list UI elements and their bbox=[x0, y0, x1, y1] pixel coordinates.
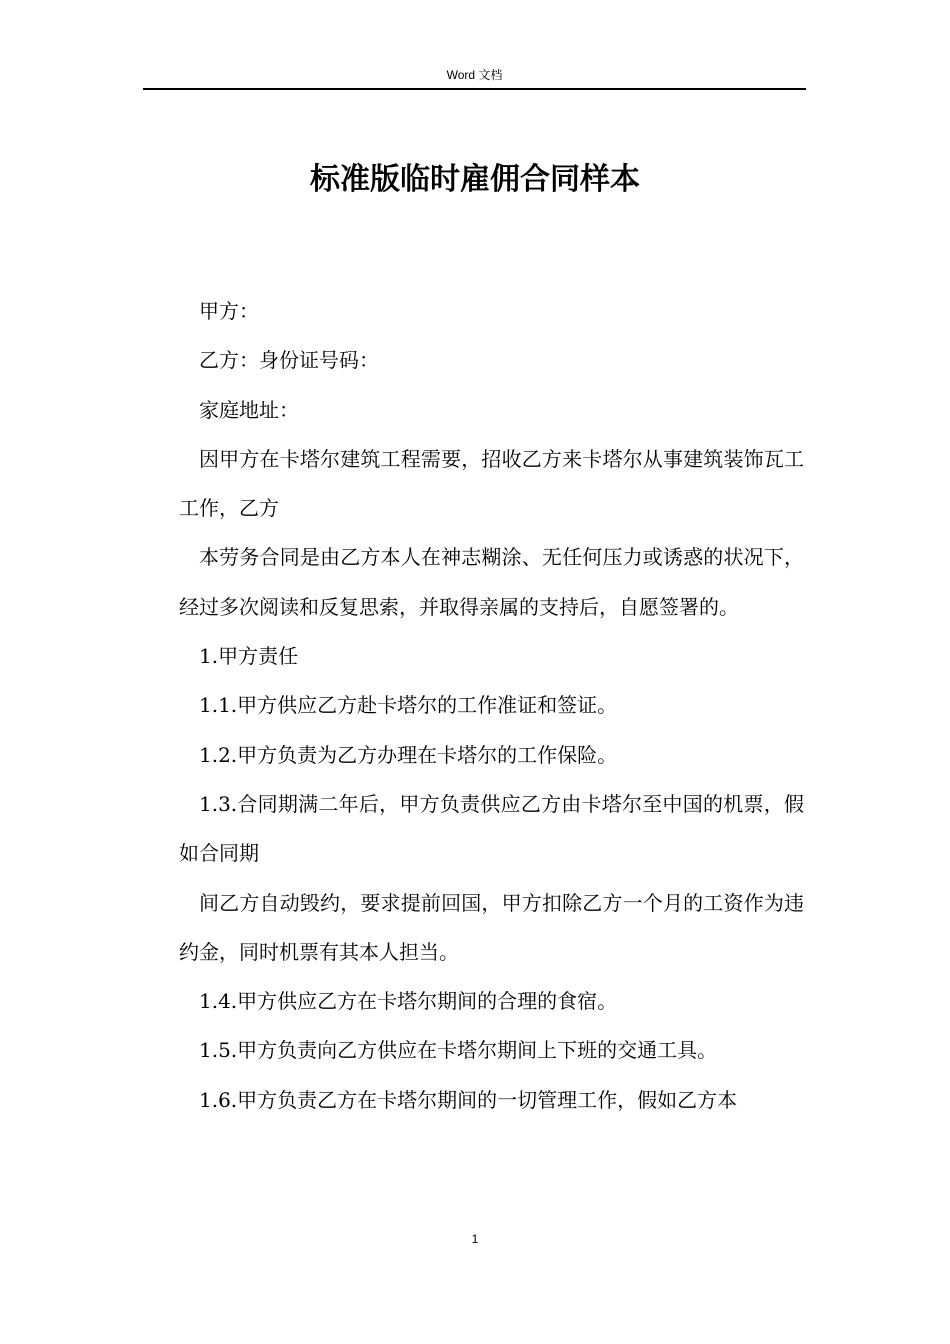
clause-1-3-continued: 间乙方自动毁约，要求提前回国，甲方扣除乙方一个月的工资作为违约金，同时机票有其本人担当。 bbox=[179, 890, 804, 964]
clause-1-5: 1.5.甲方负责向乙方供应在卡塔尔期间上下班的交通工具。 bbox=[199, 1038, 718, 1063]
clause-1-3: 1.3.合同期满二年后，甲方负责供应乙方由卡塔尔至中国的机票，假如合同期 bbox=[179, 791, 804, 866]
clause-1-1: 1.1.甲方供应乙方赴卡塔尔的工作准证和签证。 bbox=[199, 693, 618, 718]
paragraph-party-a: 甲方： bbox=[199, 299, 259, 323]
document-title: 标准版临时雇佣合同样本 bbox=[310, 162, 640, 197]
paragraph-party-b: 乙方：身份证号码： bbox=[199, 348, 379, 373]
document-body bbox=[179, 287, 804, 1125]
page-number: 1 bbox=[471, 1232, 479, 1246]
clause-1-4: 1.4.甲方供应乙方在卡塔尔期间的合理的食宿。 bbox=[199, 989, 618, 1014]
clause-1-2: 1.2.甲方负责为乙方办理在卡塔尔的工作保险。 bbox=[199, 742, 618, 767]
paragraph-voluntary: 本劳务合同是由乙方本人在神志糊涂、无任何压力或诱惑的状况下，经过多次阅读和反复思索，并取得亲属的支持后，自愿签署的。 bbox=[179, 545, 804, 619]
section-heading-party-a-duties: 1.甲方责任 bbox=[199, 644, 299, 669]
clause-1-6: 1.6.甲方负责乙方在卡塔尔期间的一切管理工作，假如乙方本 bbox=[199, 1087, 738, 1112]
header-text: Word 文档 bbox=[446, 68, 503, 82]
paragraph-purpose: 因甲方在卡塔尔建筑工程需要，招收乙方来卡塔尔从事建筑装饰瓦工工作，乙方 bbox=[179, 446, 804, 521]
page-header bbox=[143, 66, 806, 90]
paragraph-home-address: 家庭地址： bbox=[199, 397, 299, 422]
